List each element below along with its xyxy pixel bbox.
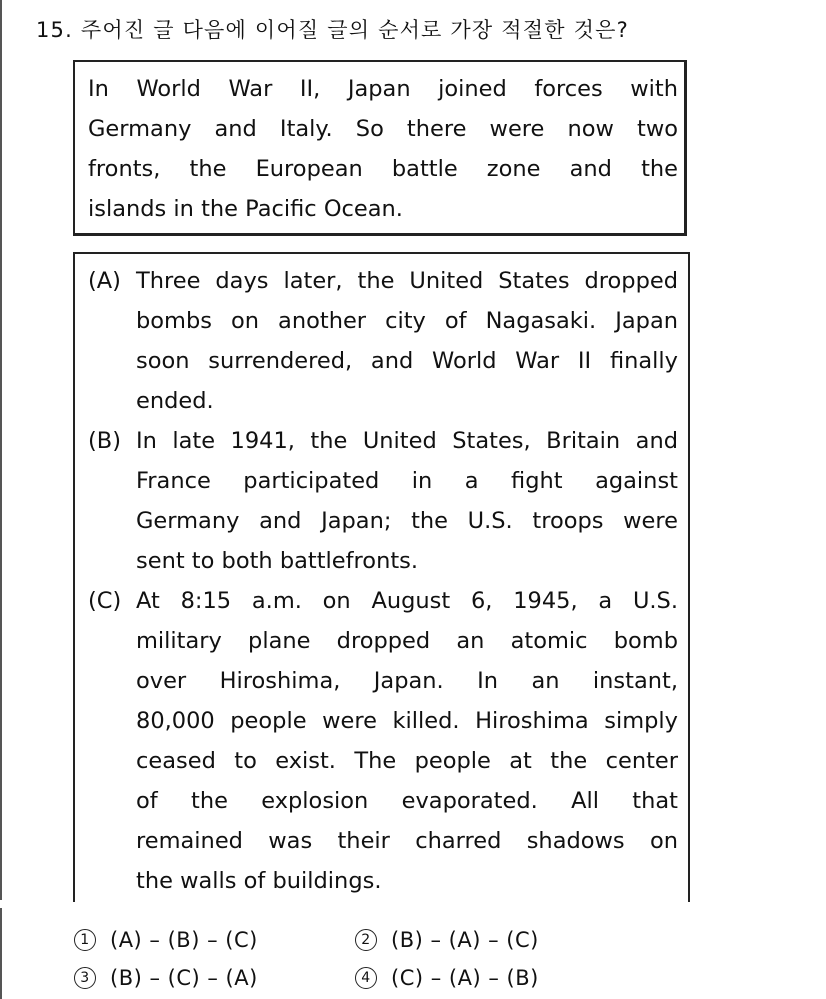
passage-line: islands in the Pacific Ocean. [88, 196, 403, 222]
paragraph-label-a: (A) [88, 268, 121, 294]
choice-number-badge: 2 [355, 929, 377, 951]
paragraph-a-line: bombs on another city of Nagasaki. Japan [136, 308, 678, 334]
answer-choice-2[interactable] [355, 928, 539, 952]
paragraph-c-line: the walls of buildings. [136, 868, 382, 894]
paragraph-a-line: soon surrendered, and World War II finally [136, 348, 678, 374]
left-margin-rule-lower [0, 908, 2, 999]
paragraph-c-line: over Hiroshima, Japan. In an instant, [136, 668, 678, 694]
paragraph-label-b: (B) [88, 428, 121, 454]
answer-choice-4[interactable] [355, 966, 539, 990]
passage-line: fronts, the European battle zone and the [88, 156, 678, 182]
choice-text: (B) – (A) – (C) [391, 928, 539, 952]
choice-number-badge: 1 [74, 929, 96, 951]
left-margin-rule [0, 0, 2, 900]
paragraph-options-box [73, 252, 690, 902]
passage-line: In World War II, Japan joined forces with [88, 76, 678, 102]
paragraph-b-line: Germany and Japan; the U.S. troops were [136, 508, 678, 534]
choice-text: (A) – (B) – (C) [110, 928, 258, 952]
paragraph-c-line: ceased to exist. The people at the center [136, 748, 678, 774]
paragraph-c-line: of the explosion evaporated. All that [136, 788, 678, 814]
paragraph-b-line: France participated in a fight against [136, 468, 678, 494]
passage-line: Germany and Italy. So there were now two [88, 116, 678, 142]
paragraph-b-line: sent to both battlefronts. [136, 548, 419, 574]
given-passage-box [73, 60, 687, 236]
paragraph-a-line: Three days later, the United States dropped [136, 268, 678, 294]
paragraph-label-c: (C) [88, 588, 122, 614]
question-title: 15. 주어진 글 다음에 이어질 글의 순서로 가장 적절한 것은? [36, 18, 629, 42]
paragraph-b-line: In late 1941, the United States, Britain and [136, 428, 678, 454]
choice-number-badge: 3 [74, 967, 96, 989]
paragraph-c-line: remained was their charred shadows on [136, 828, 678, 854]
paragraph-c-line: 80,000 people were killed. Hiroshima simply [136, 708, 678, 734]
choice-number-badge: 4 [355, 967, 377, 989]
paragraph-c-line: military plane dropped an atomic bomb [136, 628, 678, 654]
choice-text: (B) – (C) – (A) [110, 966, 258, 990]
paragraph-c-line: At 8:15 a.m. on August 6, 1945, a U.S. [136, 588, 678, 614]
answer-choice-3[interactable] [74, 966, 258, 990]
answer-choice-1[interactable] [74, 928, 258, 952]
paragraph-a-line: ended. [136, 388, 214, 414]
choice-text: (C) – (A) – (B) [391, 966, 539, 990]
